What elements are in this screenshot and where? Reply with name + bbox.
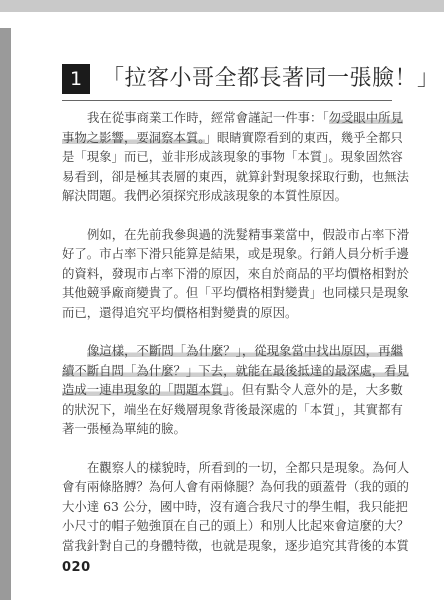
body-text bbox=[62, 108, 410, 555]
text-line bbox=[62, 400, 403, 420]
text-line bbox=[62, 536, 409, 556]
paragraph-gap bbox=[62, 322, 392, 341]
text-line bbox=[62, 458, 410, 478]
text-segment: 而已，還得追究平均價格相對變貴的原因。 bbox=[62, 304, 298, 320]
highlighted-text: 像這樣，不斷問「為什麼？」，從現象當中找出原因，再繼 bbox=[87, 343, 403, 358]
text-line bbox=[62, 477, 409, 497]
text-segment: 例如，在先前我參與過的洗髮精事業當中，假設市占率下滑 bbox=[87, 226, 410, 242]
top-decorative-band bbox=[0, 0, 444, 12]
highlighted-text: 造成一連串現象的「問題本質」 bbox=[62, 382, 230, 397]
text-line bbox=[62, 380, 403, 400]
text-line bbox=[62, 244, 409, 264]
section-number: 1 bbox=[69, 68, 83, 90]
text-segment: 在觀察人的樣貌時，所看到的一切，全都只是現象。為何人 bbox=[87, 459, 410, 475]
paragraph-gap bbox=[62, 439, 392, 458]
side-thumb-tab bbox=[0, 28, 11, 600]
text-line bbox=[62, 147, 403, 167]
text-line bbox=[62, 516, 409, 536]
text-segment: 大小達 63 公分，國中時，沒有適合我尺寸的學生帽，我只能把 bbox=[62, 498, 408, 514]
highlighted-text: 勿受眼中所見 bbox=[328, 110, 403, 125]
text-line bbox=[62, 497, 408, 517]
highlighted-text: 事物之影響，要洞察本質。 bbox=[62, 129, 205, 145]
page-number: 020 bbox=[62, 560, 91, 575]
text-segment: 解決問題。我們必須探究形成該現象的本質性原因。 bbox=[62, 188, 347, 203]
paragraph-gap bbox=[62, 206, 392, 225]
text-segment: 小尺寸的帽子勉強頂在自己的頭上）和別人比起來會這麼的大？ bbox=[62, 518, 409, 533]
text-line bbox=[62, 264, 409, 284]
paragraph bbox=[62, 225, 410, 323]
text-line bbox=[62, 128, 403, 148]
text-segment: 好了。市占率下滑只能算是結果，或是現象。行銷人員分析手邊 bbox=[62, 246, 409, 261]
text-segment: 。但有點令人意外的是，大多數 bbox=[229, 382, 403, 397]
text-segment: 是「現象」而已，並非形成該現象的事物「本質」。現象固然容 bbox=[62, 149, 403, 164]
text-segment: 的資料，發現市占率下滑的原因，來自於商品的平均價格相對於 bbox=[62, 265, 409, 281]
text-segment: 的狀況下，端坐在好幾層現象背後最深處的「本質」，其實都有 bbox=[62, 401, 403, 417]
text-line bbox=[62, 283, 409, 303]
paragraph bbox=[62, 458, 410, 556]
highlighted-text: 續不斷自問「為什麼？」下去，就能在最後抵達的最深處，看見 bbox=[62, 362, 409, 378]
text-line bbox=[62, 167, 409, 187]
header-divider bbox=[62, 100, 392, 101]
paragraph bbox=[62, 108, 409, 206]
text-segment: 其他競爭廠商變貴了。但「平均價格相對變貴」也同樣只是現象 bbox=[62, 285, 409, 300]
text-segment: 易看到，卻是極其表層的東西，就算針對現象採取行動，也無法 bbox=[62, 168, 409, 184]
section-number-box bbox=[62, 64, 90, 94]
text-line bbox=[62, 419, 392, 439]
paragraph bbox=[62, 341, 409, 439]
text-segment: 會有兩條胳膊？為何人會有兩條腿？為何我的頭蓋骨（我的頭的 bbox=[62, 479, 409, 494]
section-title: 「拉客小哥全都長著同一張臉！」 bbox=[102, 66, 440, 91]
text-segment: 著一張極為單純的臉。 bbox=[62, 421, 186, 436]
section-header bbox=[62, 62, 440, 98]
text-segment: 」眼睛實際看到的東西，幾乎全都只 bbox=[204, 129, 403, 145]
text-line bbox=[62, 303, 392, 323]
text-line bbox=[62, 341, 403, 361]
text-line bbox=[62, 225, 410, 245]
text-segment: 我在從事商業工作時，經常會謹記一件事：「 bbox=[87, 110, 329, 125]
text-line bbox=[62, 186, 392, 206]
text-line bbox=[62, 108, 403, 128]
text-segment: 當我針對自己的身體特徵，也就是現象，逐步追究其背後的本質 bbox=[62, 537, 409, 553]
text-line bbox=[62, 361, 409, 381]
